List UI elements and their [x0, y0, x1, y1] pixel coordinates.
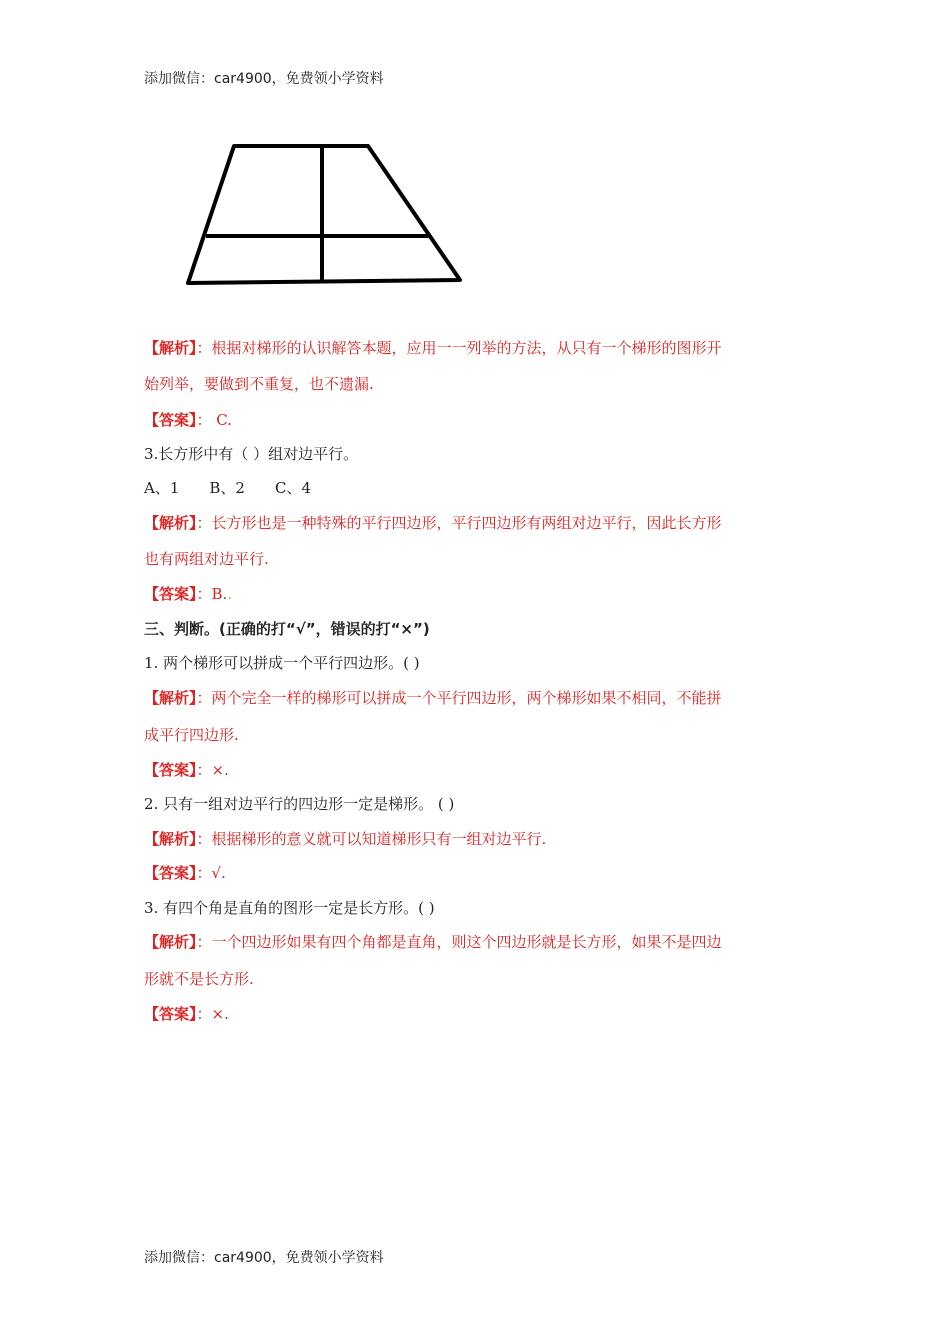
- s3-q2-analysis-line1: 【解析】：根据梯形的意义就可以知道梯形只有一组对边平行.: [144, 830, 547, 848]
- s3-q1-question: 1. 两个梯形可以拼成一个平行四边形。( ): [144, 654, 420, 672]
- s3-q3-answer: 【答案】：×.: [144, 1005, 229, 1023]
- s3-q3-analysis-line1: 【解析】：一个四边形如果有四个角都是直角，则这个四边形就是长方形，如果不是四边: [144, 933, 722, 951]
- q3-analysis-line2: 也有两组对边平行.: [144, 550, 269, 568]
- option-a: A、1: [144, 479, 180, 497]
- s3-q1-analysis-line2: 成平行四边形.: [144, 726, 239, 744]
- s3-q1-answer: 【答案】：×.: [144, 761, 229, 779]
- q3-options: [144, 478, 810, 498]
- analysis-tag: 【解析】: [144, 830, 197, 848]
- answer-tag: 【答案】: [144, 864, 197, 882]
- s3-q3-analysis-line2: 形就不是长方形.: [144, 970, 254, 988]
- q3-answer: 【答案】：B..: [144, 585, 233, 603]
- page-footer: 添加微信：car4900，免费领小学资料: [144, 1250, 384, 1266]
- q2-answer: 【答案】： C.: [144, 411, 232, 429]
- analysis-tag: 【解析】: [144, 339, 197, 357]
- s3-q3-question: 3. 有四个角是直角的图形一定是长方形。( ): [144, 899, 435, 917]
- trapezoid-figure: [180, 140, 470, 290]
- s3-q1-analysis-line1: 【解析】：两个完全一样的梯形可以拼成一个平行四边形，两个梯形如果不相同，不能拼: [144, 689, 722, 707]
- q3-analysis-line1: 【解析】：长方形也是一种特殊的平行四边形，平行四边形有两组对边平行，因此长方形: [144, 514, 722, 532]
- analysis-tag: 【解析】: [144, 514, 197, 532]
- answer-tag: 【答案】: [144, 585, 197, 603]
- analysis-tag: 【解析】: [144, 689, 197, 707]
- q2-analysis-line1: 【解析】：根据对梯形的认识解答本题，应用一一列举的方法，从只有一个梯形的图形开: [144, 339, 722, 357]
- marker-dot: .: [227, 585, 233, 603]
- page-header: 添加微信：car4900，免费领小学资料: [144, 71, 384, 87]
- option-b: B、2: [209, 479, 245, 497]
- answer-tag: 【答案】: [144, 411, 197, 429]
- analysis-tag: 【解析】: [144, 933, 197, 951]
- q2-analysis-line2: 始列举，要做到不重复，也不遗漏.: [144, 375, 374, 393]
- s3-q2-question: 2. 只有一组对边平行的四边形一定是梯形。 ( ): [144, 795, 455, 813]
- answer-tag: 【答案】: [144, 1005, 197, 1023]
- q3-question: 3.长方形中有（ ）组对边平行。: [144, 445, 359, 463]
- s3-q2-answer: 【答案】：√.: [144, 864, 226, 882]
- option-c: C、4: [274, 479, 311, 497]
- answer-tag: 【答案】: [144, 761, 197, 779]
- section3-title: 三、判断。(正确的打“√”，错误的打“×”): [144, 620, 430, 638]
